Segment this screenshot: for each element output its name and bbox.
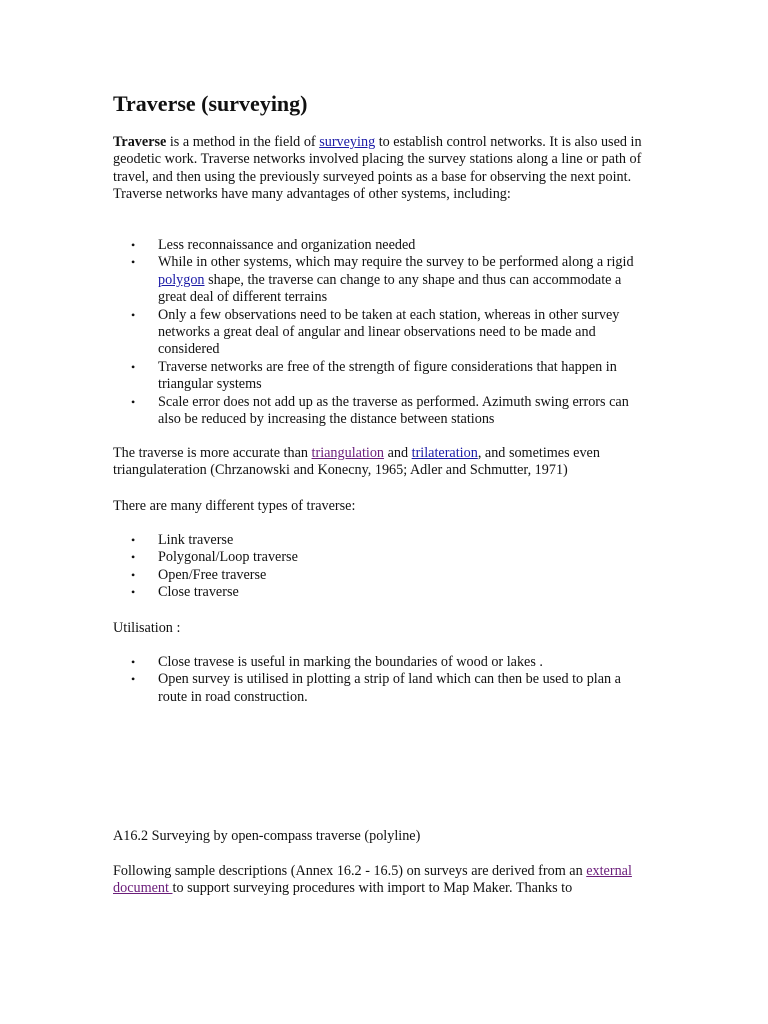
- utilisation-2-text: Open survey is utilised in plotting a strip of land which can then be used to plan a route in road construction.: [158, 671, 621, 705]
- accuracy-paragraph: [113, 445, 673, 480]
- accuracy-text-3: , and sometimes even triangulateration (Chrzanowski and Konecny, 1965; Adler and Schmutter, 1971): [113, 445, 600, 479]
- advantage-1-text: Less reconnaissance and organization needed: [158, 237, 416, 253]
- type-link-traverse: Link traverse: [158, 532, 234, 548]
- list-item: [113, 532, 653, 549]
- list-item: [113, 584, 653, 601]
- advantage-4-text: Traverse networks are free of the strength of figure considerations that happen in triangular systems: [158, 358, 617, 393]
- intro-text-1: is a method in the field of: [166, 134, 320, 150]
- utilisation-1-text: Close travese is useful in marking the boundaries of wood or lakes .: [158, 654, 543, 670]
- list-item: [113, 237, 653, 254]
- closing-paragraph: [113, 863, 673, 898]
- page-title: Traverse (surveying): [113, 91, 308, 116]
- list-item: [113, 254, 653, 306]
- trilateration-link[interactable]: trilateration: [411, 445, 478, 461]
- utilisation-list: [113, 654, 653, 706]
- types-intro: There are many different types of traverse:: [113, 498, 356, 514]
- intro-text-2: to establish control networks. It is also used in geodetic work. Traverse networks involved placing the survey stations along a line or path of travel, and then using the previously surveyed points as a base for observing the next point. Traverse networks have many advantages of other systems, including:: [113, 134, 642, 203]
- utilisation-heading: Utilisation :: [113, 620, 181, 636]
- type-close-traverse: Close traverse: [158, 584, 239, 601]
- list-item: [113, 654, 653, 671]
- advantage-5-text: Scale error does not add up as the traverse as performed. Azimuth swing errors can also be reduced by increasing the distance between stations: [158, 393, 629, 428]
- intro-paragraph: [113, 134, 673, 204]
- type-polygonal-traverse: Polygonal/Loop traverse: [158, 549, 298, 566]
- list-item: [113, 394, 653, 429]
- list-item: [113, 549, 653, 566]
- polygon-link[interactable]: polygon: [158, 271, 205, 288]
- section-heading: A16.2 Surveying by open-compass traverse (polyline): [113, 828, 421, 844]
- type-open-traverse: Open/Free traverse: [158, 566, 267, 583]
- closing-text-1: Following sample descriptions (Annex 16.2 - 16.5) on surveys are derived from an: [113, 863, 587, 879]
- traverse-types-list: [113, 532, 653, 602]
- list-item: [113, 359, 653, 394]
- accuracy-text-1: The traverse is more accurate than: [113, 445, 312, 461]
- intro-term: Traverse: [113, 134, 167, 150]
- accuracy-text-2: and: [384, 445, 412, 461]
- triangulation-link[interactable]: triangulation: [311, 445, 385, 461]
- closing-text-2: to support surveying procedures with import to Map Maker. Thanks to: [172, 880, 573, 897]
- advantages-list: [113, 237, 653, 428]
- external-document-link[interactable]: external document: [113, 863, 632, 897]
- list-item: [113, 567, 653, 584]
- list-item: [113, 671, 653, 706]
- list-item: [113, 307, 653, 359]
- advantage-2-text-b: shape, the traverse can change to any shape and thus can accommodate a great deal of different terrains: [158, 271, 622, 306]
- surveying-link[interactable]: surveying: [319, 134, 376, 150]
- advantage-2-text-a: While in other systems, which may require the survey to be performed along a rigid: [158, 254, 634, 271]
- advantage-3-text: Only a few observations need to be taken at each station, whereas in other survey networks a great deal of angular and linear observations need to be made and considered: [158, 306, 620, 358]
